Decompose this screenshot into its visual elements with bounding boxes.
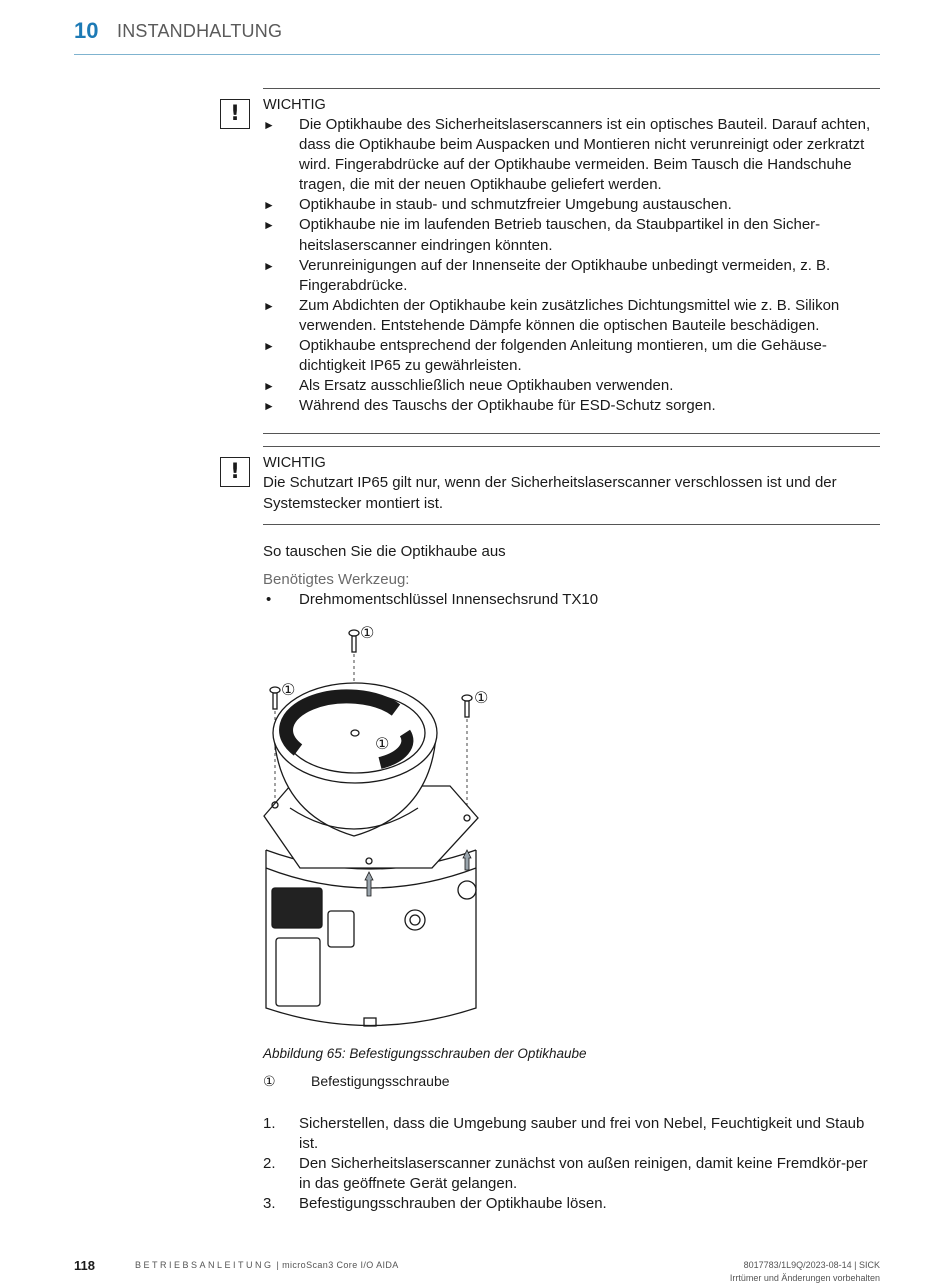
notice-list — [263, 115, 880, 416]
list-item: ► Zum Abdichten der Optikhaube kein zusätzliches Dichtungsmittel wie z. B. Silikon verwenden. Entstehende Dämpfe können die optischen Bauteile beschädigen. — [263, 296, 840, 334]
doc-type: BETRIEBSANLEITUNG — [135, 1260, 274, 1270]
legend-text: Befestigungsschraube — [311, 1073, 450, 1089]
callout-1-right: ① — [474, 688, 489, 707]
bullet-dot-icon: • — [266, 591, 272, 608]
list-item: ► Optikhaube entsprechend der folgenden Anleitung montieren, um die Gehäuse-dichtigkeit IP65 zu gewährleisten. — [263, 337, 827, 375]
triangle-bullet-icon: ► — [263, 399, 275, 414]
notice-text: Die Schutzart IP65 gilt nur, wenn der Sicherheitslaserscanner verschlossen ist und der Systemstecker montiert ist. — [263, 474, 837, 512]
triangle-bullet-icon: ► — [263, 198, 275, 213]
important-notice-1 — [230, 88, 880, 434]
procedure-heading: So tauschen Sie die Optikhaube aus — [263, 543, 506, 560]
list-item: ► Die Optikhaube des Sicherheitslaserscanners ist ein optisches Bauteil. Darauf achten, dass die Optikhaube beim Auspacken und Montieren nicht verunreinigt oder zerkratzt wird. Fingerabdrücke auf der Optikhaube vermeiden. Beim Tausch die Handschuhe tragen, die mit der neuen Optikhaube geliefert werden. — [263, 116, 871, 194]
product-name: | microScan3 Core I/O AIDA — [276, 1260, 399, 1270]
triangle-bullet-icon: ► — [263, 339, 275, 354]
exclamation-icon: ! — [220, 99, 250, 129]
triangle-bullet-icon: ► — [263, 379, 275, 394]
list-item: ► Verunreinigungen auf der Innenseite der Optikhaube unbedingt vermeiden, z. B. Fingerabdrücke. — [263, 256, 831, 294]
page-header — [74, 16, 880, 55]
screw-right — [462, 695, 472, 717]
screw-top — [349, 630, 359, 652]
important-notice-2 — [230, 446, 880, 525]
legend-number: ① — [263, 1073, 276, 1089]
callout-1-center: ① — [375, 734, 390, 753]
doc-id: 8017783/1L9Q/2023-08-14 | SICK — [743, 1260, 880, 1270]
screw-left — [270, 687, 280, 709]
notice-title: WICHTIG — [263, 455, 326, 471]
chapter-number: 10 — [74, 18, 99, 43]
notice-title: WICHTIG — [263, 97, 326, 113]
list-item: ► Optikhaube in staub- und schmutzfreier Umgebung austauschen. — [263, 195, 880, 215]
scanner-illustration — [250, 618, 510, 1043]
triangle-bullet-icon: ► — [263, 218, 275, 233]
triangle-bullet-icon: ► — [263, 258, 275, 273]
procedure-steps — [263, 1114, 880, 1214]
figure-caption: Abbildung 65: Befestigungsschrauben der Optikhaube — [263, 1046, 587, 1061]
scanner-drawing — [250, 618, 510, 1038]
list-item: ► Als Ersatz ausschließlich neue Optikhauben verwenden. — [263, 376, 880, 396]
callout-1-left: ① — [281, 680, 296, 699]
list-item: ► Optikhaube nie im laufenden Betrieb tauschen, da Staubpartikel in den Sicher-heitslaserscanner eindringen könnten. — [263, 216, 821, 254]
page-number: 118 — [74, 1258, 95, 1273]
step-item: 1. Sicherstellen, dass die Umgebung sauber und frei von Nebel, Feuchtigkeit und Staub ist. — [263, 1115, 865, 1152]
disclaimer: Irrtümer und Änderungen vorbehalten — [729, 1273, 880, 1283]
triangle-bullet-icon: ► — [263, 118, 275, 132]
step-item: 2. Den Sicherheitslaserscanner zunächst von außen reinigen, damit keine Fremdkör-per in das geöffnete Gerät gelangen. — [263, 1155, 868, 1192]
footer-meta — [730, 1259, 880, 1285]
step-item: 3. Befestigungsschrauben der Optikhaube lösen. — [263, 1195, 607, 1212]
tools-label: Benötigtes Werkzeug: — [263, 571, 410, 588]
exclamation-icon: ! — [220, 457, 250, 487]
footer-document — [135, 1260, 399, 1270]
chapter-title: INSTANDHALTUNG — [117, 21, 283, 41]
callout-1-top: ① — [360, 623, 375, 642]
triangle-bullet-icon: ► — [263, 298, 275, 313]
list-item: ► Während des Tauschs der Optikhaube für ESD-Schutz sorgen. — [263, 396, 880, 416]
